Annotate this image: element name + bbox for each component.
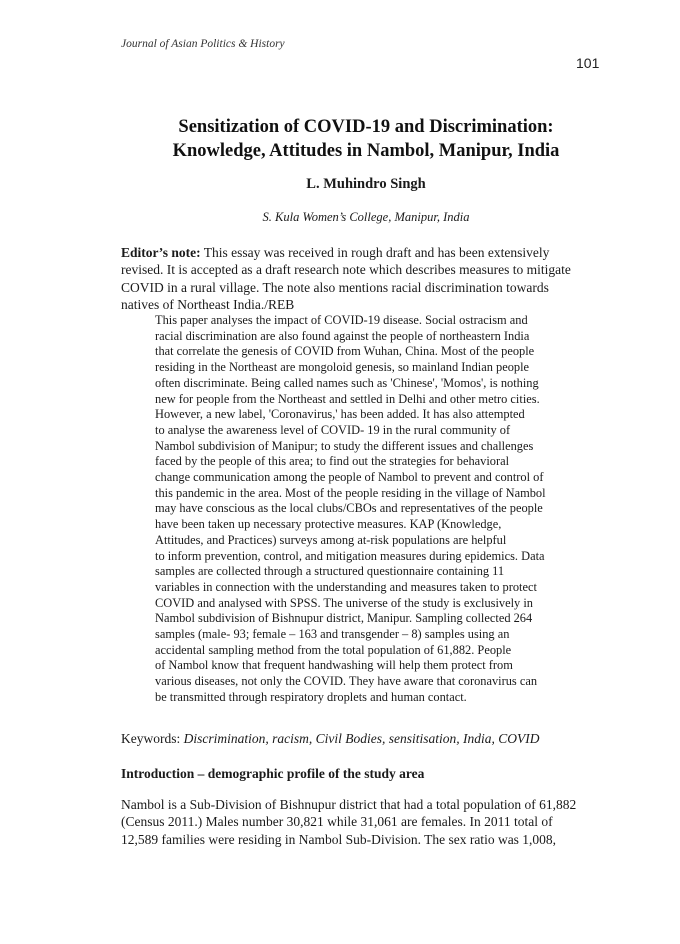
abstract-line: variables in connection with the understanding and measures taken to protect xyxy=(155,579,537,594)
author-name: L. Muhindro Singh xyxy=(306,176,426,192)
paper-title xyxy=(121,115,611,163)
abstract-line: residing in the Northeast are mongoloid genesis, so mainland Indian people xyxy=(155,360,530,375)
abstract-line: Nambol subdivision of Manipur; to study the different issues and challenges xyxy=(155,438,534,453)
editor-note-line: revised. It is accepted as a draft research note which describes measures to mitigate xyxy=(121,262,571,278)
editor-note-line: COVID in a rural village. The note also mentions racial discrimination towards xyxy=(121,279,549,295)
title-line-2: Knowledge, Attitudes in Nambol, Manipur, India xyxy=(172,141,560,161)
abstract-line: samples are collected through a structured questionnaire containing 11 xyxy=(155,564,505,579)
abstract-line: COVID and analysed with SPSS. The universe of the study is exclusively in xyxy=(155,595,533,610)
abstract-line: be transmitted through respiratory droplets and human contact. xyxy=(155,689,467,704)
author-affiliation: S. Kula Women’s College, Manipur, India xyxy=(262,210,470,224)
editor-note xyxy=(121,244,601,313)
abstract-line: This paper analyses the impact of COVID-19 disease. Social ostracism and xyxy=(155,313,528,327)
abstract-line: However, a new label, 'Coronavirus,' has been added. It has also attempted xyxy=(155,407,525,422)
journal-name: Journal of Asian Politics & History xyxy=(121,38,285,50)
abstract-line: Nambol subdivision of Bishnupur district, Manipur. Sampling collected 264 xyxy=(155,611,533,626)
abstract-line: new for people from the Northeast and settled in Delhi and other metro cities. xyxy=(155,391,540,406)
abstract-line: of Nambol know that frequent handwashing will help them protect from xyxy=(155,658,513,673)
abstract-line: various diseases, not only the COVID. They have aware that coronavirus can xyxy=(155,674,538,689)
abstract-line: Attitudes, and Practices) surveys among at-risk populations are helpful xyxy=(155,532,507,547)
page-number: 101 xyxy=(576,55,600,71)
body-line: Nambol is a Sub-Division of Bishnupur district that had a total population of 61,882 xyxy=(121,797,577,812)
abstract-line: may have conscious as the local clubs/CBOs and representatives of the people xyxy=(155,501,543,516)
body-line: 12,589 families were residing in Nambol Sub-Division. The sex ratio was 1,008, xyxy=(121,831,557,847)
abstract-line: to inform prevention, control, and mitigation measures during epidemics. Data xyxy=(155,548,545,563)
abstract-line: this pandemic in the area. Most of the people residing in the village of Nambol xyxy=(155,485,546,500)
keywords-list: Discrimination, racism, Civil Bodies, sensitisation, India, COVID xyxy=(183,731,540,746)
abstract-line: that correlate the genesis of COVID from Wuhan, China. Most of the people xyxy=(155,344,535,359)
editor-note-line: Editor’s note: This essay was received in rough draft and has been extensively xyxy=(121,245,550,260)
abstract-line: accidental sampling method from the total population of 61,882. People xyxy=(155,642,512,657)
abstract-line: often discriminate. Being called names such as 'Chinese', 'Momos', is nothing xyxy=(155,375,539,390)
editor-note-line: natives of Northeast India./REB xyxy=(121,296,295,312)
title-line-1: Sensitization of COVID-19 and Discrimination: xyxy=(178,117,554,137)
abstract-line: have been taken up necessary protective measures. KAP (Knowledge, xyxy=(155,517,502,532)
body-line: (Census 2011.) Males number 30,821 while 31,061 are females. In 2011 total of xyxy=(121,814,553,830)
abstract-line: to analyse the awareness level of COVID- 19 in the rural community of xyxy=(155,422,511,437)
abstract-line: racial discrimination are also found against the people of northeastern India xyxy=(155,328,530,343)
abstract-line: samples (male- 93; female – 163 and transgender – 8) samples using an xyxy=(155,627,510,642)
abstract xyxy=(155,313,595,706)
abstract-line: faced by the people of this area; to find out the strategies for behavioral xyxy=(155,454,510,469)
keywords-label: Keywords: xyxy=(121,731,184,746)
body-text xyxy=(121,796,601,848)
abstract-line: change communication among the people of Nambol to prevent and control of xyxy=(155,470,544,485)
editor-note-label: Editor’s note: xyxy=(121,245,201,260)
keywords xyxy=(121,731,540,747)
section-heading: Introduction – demographic profile of the study area xyxy=(121,766,425,781)
